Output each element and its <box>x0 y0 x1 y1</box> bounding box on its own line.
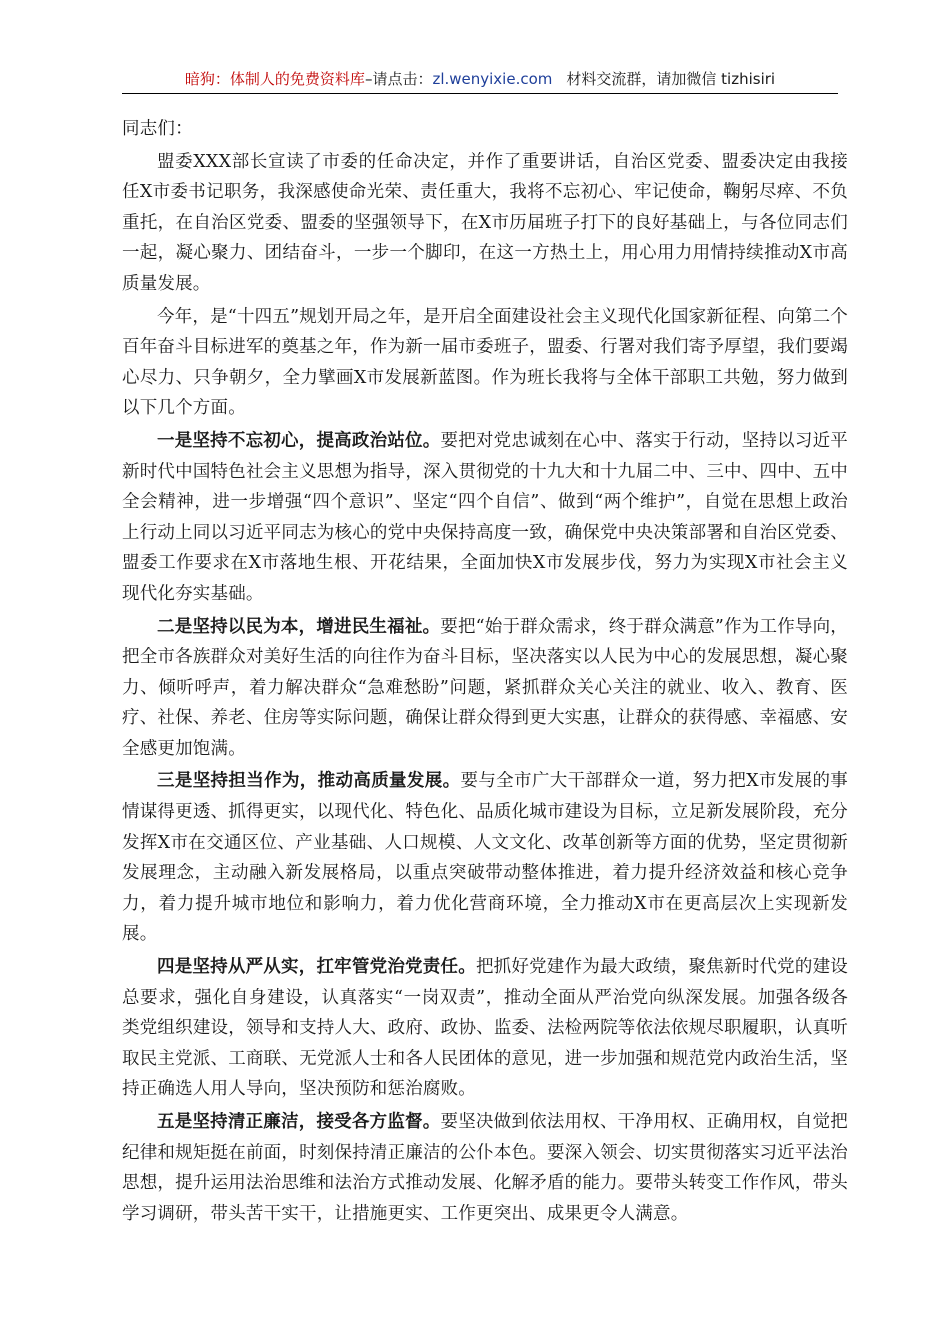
paragraph-text: 要把“始于群众需求，终于群众满意”作为工作导向，把全市各族群众对美好生活的向往作为奋斗目标，坚决落实以人民为中心的发展思想，凝心聚力、倾听呼声，着力解决群众“急难愁盼”问题，紧抓群众关心关注的就业、收入、教育、医疗、社保、养老、住房等实际问题，确保让群众得到更大实惠，让群众的获得感、幸福感、安全感更加饱满。 <box>122 616 848 759</box>
header-url-link[interactable]: zl.wenyixie.com <box>432 70 553 88</box>
page-header <box>122 68 838 94</box>
paragraph-lead: 五是坚持清正廉洁，接受各方监督。 <box>157 1112 441 1132</box>
salutation: 同志们： <box>122 119 193 139</box>
paragraph-lead: 三是坚持担当作为，推动高质量发展。 <box>157 771 461 792</box>
paragraph-text: 要把对党忠诚刻在心中、落实于行动，坚持以习近平新时代中国特色社会主义思想为指导，深入贯彻党的十九大和十九届二中、三中、四中、五中全会精神，进一步增强“四个意识”、坚定“四个自信”、做到“两个维护”，自觉在思想上政治上行动上同以习近平同志为核心的党中央保持高度一致，确保党中央决策部署和自治区党委、盟委工作要求在X市落地生根、开花结果，全面加快X市发展步伐，努力为实现X市社会主义现代化夯实基础。 <box>122 430 848 604</box>
header-prompt: –请点击： <box>364 70 433 88</box>
paragraph-text: 要坚决做到依法用权、干净用权、正确用权，自觉把纪律和规矩挺在前面，时刻保持清正廉洁的公仆本色。要深入领会、切实贯彻落实习近平法治思想，提升运用法治思维和法治方式推动发展、化解矛盾的能力。要带头转变工作作风，带头学习调研，带头苦干实干，让措施更实、工作更突出、成果更令人满意。 <box>122 1112 848 1224</box>
paragraph-point-1 <box>122 426 848 610</box>
paragraph-point-3 <box>122 766 848 950</box>
paragraph-text: 把抓好党建作为最大政绩，聚焦新时代党的建设总要求，强化自身建设，认真落实“一岗双责”，推动全面从严治党向纵深发展。加强各级各类党组织建设，领导和支持人大、政府、政协、监委、法检两院等依法依规尽职履职，认真听取民主党派、工商联、无党派人士和各人民团体的意见，进一步加强和规范党内政治生活，坚持正确选人用人导向，坚决预防和惩治腐败。 <box>122 957 848 1100</box>
document-body <box>122 114 848 1229</box>
paragraph-context <box>122 302 848 424</box>
paragraph-point-2 <box>122 612 848 765</box>
paragraph-text: 盟委XXX部长宣读了市委的任命决定，并作了重要讲话，自治区党委、盟委决定由我接任X市委书记职务，我深感使命光荣、责任重大，我将不忘初心、牢记使命，鞠躬尽瘁、不负重托，在自治区党委、盟委的坚强领导下，在X市历届班子打下的良好基础上，与各位同志们一起，凝心聚力、团结奋斗，一步一个脚印，在这一方热土上，用心用力用情持续推动X市高质量发展。 <box>122 151 848 294</box>
header-brand: 暗狗：体制人的免费资料库 <box>184 70 365 88</box>
header-divider <box>122 93 838 94</box>
header-group-note: 材料交流群，请加微信 tizhisiri <box>566 70 776 88</box>
paragraph-intro <box>122 147 848 300</box>
paragraph-text: 要与全市广大干部群众一道，努力把X市发展的事情谋得更透、抓得更实，以现代化、特色化、品质化城市建设为目标，立足新发展阶段，充分发挥X市在交通区位、产业基础、人口规模、人文文化、改革创新等方面的优势，坚定贯彻新发展理念，主动融入新发展格局，以重点突破带动整体推进，着力提升经济效益和核心竞争力，着力提升城市地位和影响力，着力优化营商环境，全力推动X市在更高层次上实现新发展。 <box>122 771 848 945</box>
paragraph-point-4 <box>122 952 848 1105</box>
paragraph-lead: 一是坚持不忘初心，提高政治站位。 <box>157 430 441 451</box>
paragraph-lead: 四是坚持从严从实，扛牢管党治党责任。 <box>157 957 476 978</box>
paragraph-lead: 二是坚持以民为本，增进民生福祉。 <box>157 616 441 637</box>
paragraph-text: 今年，是“十四五”规划开局之年，是开启全面建设社会主义现代化国家新征程、向第二个百年奋斗目标进军的奠基之年，作为新一届市委班子，盟委、行署对我们寄予厚望，我们要竭心尽力、只争朝夕，全力擘画X市发展新蓝图。作为班长我将与全体干部职工共勉，努力做到以下几个方面。 <box>122 306 848 419</box>
paragraph-point-5 <box>122 1107 848 1229</box>
